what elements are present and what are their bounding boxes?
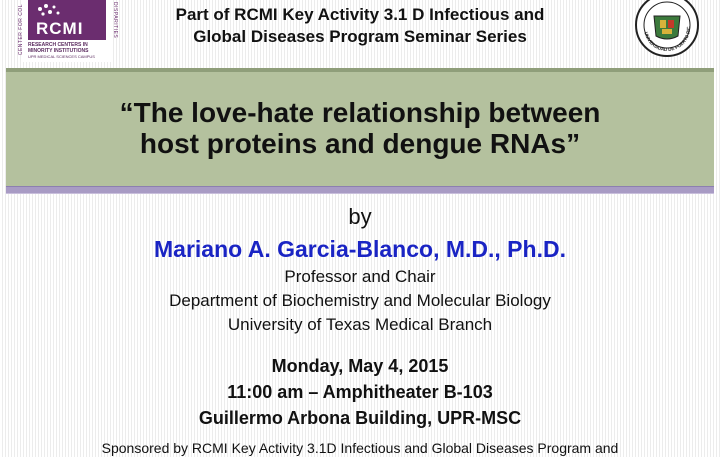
speaker-department: Department of Biochemistry and Molecular Biology <box>169 291 551 310</box>
event-date: Monday, May 4, 2015 <box>271 356 449 376</box>
logo-line-2: MINORITY INSTITUTIONS <box>28 48 89 54</box>
rcmi-logo-mark <box>28 0 106 40</box>
seal-text: UNIVERSIDAD DE PUERTO RIC <box>643 26 692 53</box>
talk-title <box>6 97 714 159</box>
talk-title-line-1: “The love-hate relationship between <box>119 97 601 128</box>
svg-text:RCMI: RCMI <box>36 19 84 38</box>
rcmi-logo <box>18 0 118 62</box>
by-label: by <box>348 204 372 229</box>
logo-side-text-left: CENTER FOR COL <box>18 4 24 56</box>
speaker-institution: University of Texas Medical Branch <box>227 315 493 334</box>
talk-title-line-2: host proteins and dengue RNAs” <box>139 128 581 159</box>
speaker-position: Professor and Chair <box>284 267 436 286</box>
speaker-name: Mariano A. Garcia-Blanco, M.D., Ph.D. <box>154 236 566 262</box>
title-band-stripe <box>6 186 714 194</box>
university-seal-icon <box>634 0 700 58</box>
header-line-1: Part of RCMI Key Activity 3.1 D Infectious and <box>175 5 545 24</box>
logo-line-1: RESEARCH CENTERS IN <box>28 42 88 48</box>
header-line-2: Global Diseases Program Seminar Series <box>193 27 527 46</box>
logo-line-3: UPR MEDICAL SCIENCES CAMPUS <box>28 54 95 59</box>
rcmi-icon <box>28 0 106 40</box>
event-time-place: 11:00 am – Amphitheater B-103 <box>227 382 493 402</box>
sponsor-footer: Sponsored by RCMI Key Activity 3.1D Infectious and Global Diseases Program and <box>101 440 619 456</box>
logo-side-text-right: DISPARITIES <box>112 2 118 39</box>
event-building: Guillermo Arbona Building, UPR-MSC <box>198 408 522 428</box>
seminar-series-header <box>130 4 590 48</box>
